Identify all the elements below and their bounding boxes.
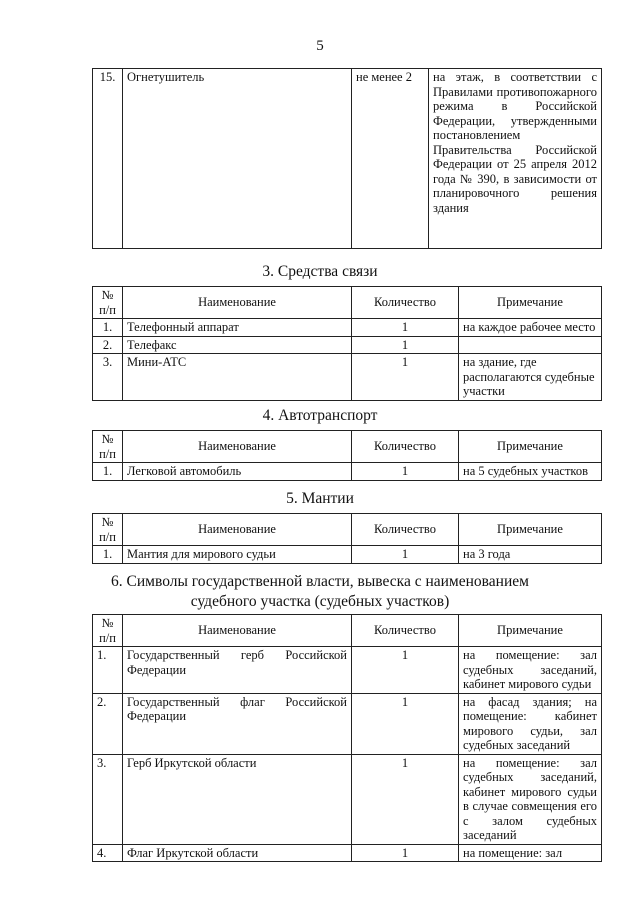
row-number: 15. <box>93 69 123 249</box>
row-name: Легковой автомобиль <box>123 463 352 481</box>
row-quantity: 1 <box>352 844 459 862</box>
row-quantity: не менее 2 <box>352 69 429 249</box>
row-note: на каждое рабочее место <box>459 319 602 337</box>
table-header-row <box>93 431 602 463</box>
section-title-symbols-line2: судебного участка (судебных участков) <box>190 593 450 610</box>
header-name: Наименование <box>123 431 352 463</box>
row-number: 1. <box>93 546 123 564</box>
table-row <box>93 844 602 862</box>
section-title-symbols: 6. Символы государственной власти, вывеска с наименованием <box>111 573 529 590</box>
header-number: № п/п <box>93 615 123 647</box>
row-number: 3. <box>93 354 123 401</box>
header-quantity: Количество <box>352 615 459 647</box>
table-row <box>93 463 602 481</box>
row-number: 4. <box>93 844 123 862</box>
header-number: № п/п <box>93 287 123 319</box>
row-quantity: 1 <box>352 354 459 401</box>
table-header-row <box>93 514 602 546</box>
section-title-transport: 4. Автотранспорт <box>262 407 378 424</box>
header-note: Примечание <box>459 431 602 463</box>
row-quantity: 1 <box>352 693 459 754</box>
row-name: Флаг Иркутской области <box>123 844 352 862</box>
row-note: на помещение: зал <box>459 844 602 862</box>
communications-table <box>92 286 602 401</box>
page-number: 5 <box>316 38 324 54</box>
table-row <box>93 69 602 249</box>
row-note: на фасад здания; на помещение: кабинет мирового судьи, зал судебных заседаний <box>459 693 602 754</box>
row-name: Телефакс <box>123 336 352 354</box>
row-name: Мини-АТС <box>123 354 352 401</box>
header-quantity: Количество <box>352 431 459 463</box>
row-note: на этаж, в соответствии с Правилами противопожарного режима в Российской Федерации, утвержденными постановлением Правительства Российской Федерации от 25 апреля 2012 года № 390, в зависимости от планировочного решения здания <box>429 69 602 249</box>
row-note <box>459 336 602 354</box>
table-row <box>93 754 602 844</box>
table-row <box>93 354 602 401</box>
header-name: Наименование <box>123 287 352 319</box>
header-note: Примечание <box>459 514 602 546</box>
row-number: 2. <box>93 693 123 754</box>
row-quantity: 1 <box>352 754 459 844</box>
section-title-robes: 5. Мантии <box>286 490 354 507</box>
row-name: Государственный флаг Российской Федерации <box>123 693 352 754</box>
table-row <box>93 336 602 354</box>
row-quantity: 1 <box>352 546 459 564</box>
robes-table <box>92 513 602 564</box>
row-number: 1. <box>93 319 123 337</box>
row-number: 1. <box>93 463 123 481</box>
row-quantity: 1 <box>352 463 459 481</box>
header-number: № п/п <box>93 431 123 463</box>
transport-table <box>92 430 602 481</box>
header-number: № п/п <box>93 514 123 546</box>
equipment-table-continued <box>92 68 602 249</box>
row-name: Мантия для мирового судьи <box>123 546 352 564</box>
row-quantity: 1 <box>352 319 459 337</box>
row-note: на 3 года <box>459 546 602 564</box>
section-title-communications: 3. Средства связи <box>262 263 378 280</box>
header-note: Примечание <box>459 287 602 319</box>
row-note: на помещение: зал судебных заседаний, кабинет мирового судьи в случае совмещения его с залом судебных заседаний <box>459 754 602 844</box>
symbols-table <box>92 614 602 862</box>
row-number: 3. <box>93 754 123 844</box>
header-name: Наименование <box>123 615 352 647</box>
row-quantity: 1 <box>352 647 459 694</box>
header-name: Наименование <box>123 514 352 546</box>
table-header-row <box>93 287 602 319</box>
row-note: на здание, где располагаются судебные участки <box>459 354 602 401</box>
row-name: Государственный герб Российской Федерации <box>123 647 352 694</box>
row-quantity: 1 <box>352 336 459 354</box>
row-name: Герб Иркутской области <box>123 754 352 844</box>
table-row <box>93 319 602 337</box>
table-row <box>93 647 602 694</box>
row-note: на помещение: зал судебных заседаний, кабинет мирового судьи <box>459 647 602 694</box>
table-row <box>93 693 602 754</box>
table-row <box>93 546 602 564</box>
row-name: Телефонный аппарат <box>123 319 352 337</box>
row-number: 1. <box>93 647 123 694</box>
header-note: Примечание <box>459 615 602 647</box>
header-quantity: Количество <box>352 287 459 319</box>
header-quantity: Количество <box>352 514 459 546</box>
table-header-row <box>93 615 602 647</box>
row-number: 2. <box>93 336 123 354</box>
row-note: на 5 судебных участков <box>459 463 602 481</box>
row-name: Огнетушитель <box>123 69 352 249</box>
